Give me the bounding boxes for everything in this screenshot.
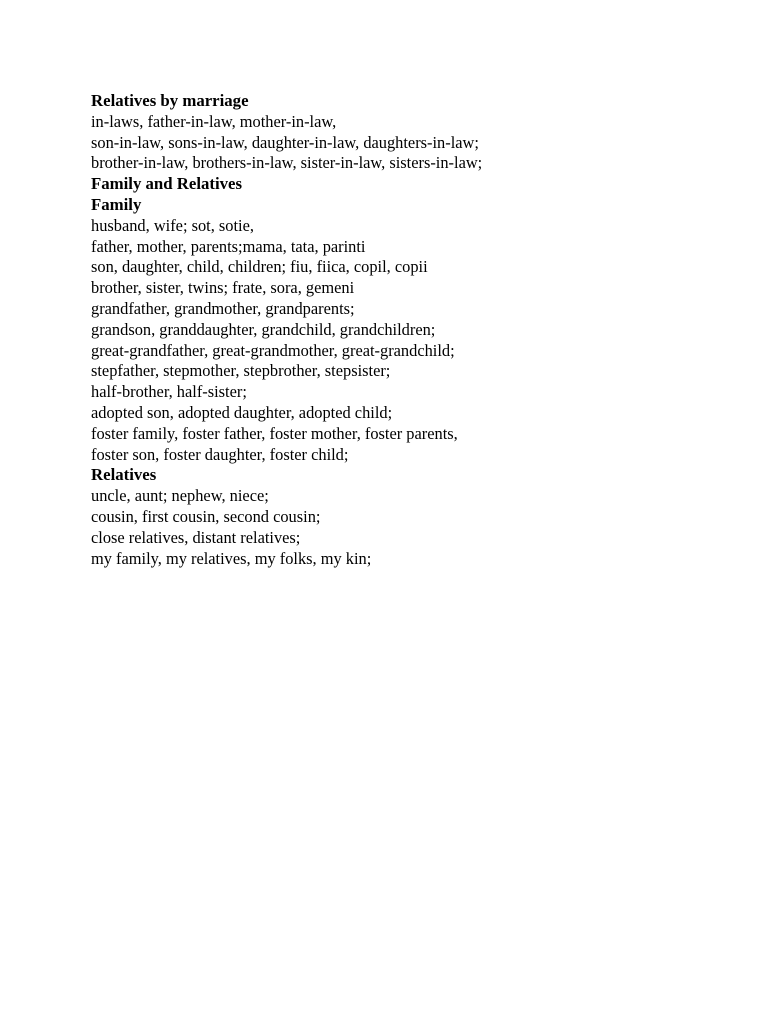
text-line: close relatives, distant relatives; — [91, 527, 301, 547]
text-line: great-grandfather, great-grandmother, great-grandchild; — [91, 340, 455, 360]
section-heading: Family and Relatives — [91, 174, 243, 194]
text-line: brother-in-law, brothers-in-law, sister-in-law, sisters-in-law; — [91, 153, 483, 173]
text-line: grandson, granddaughter, grandchild, grandchildren; — [91, 319, 436, 339]
text-line: stepfather, stepmother, stepbrother, stepsister; — [91, 361, 391, 381]
section-relatives-by-marriage — [91, 91, 731, 174]
text-line: husband, wife; sot, sotie, — [91, 215, 254, 235]
text-line: foster son, foster daughter, foster child; — [91, 444, 349, 464]
section-family — [91, 195, 731, 465]
section-heading: Relatives by marriage — [91, 91, 249, 110]
section-heading: Family — [91, 194, 142, 214]
section-relatives — [91, 465, 731, 569]
text-line: son, daughter, child, children; fiu, fiica, copil, copii — [91, 257, 428, 277]
text-line: adopted son, adopted daughter, adopted child; — [91, 402, 393, 422]
text-line: grandfather, grandmother, grandparents; — [91, 298, 355, 318]
text-line: father, mother, parents;mama, tata, parinti — [91, 236, 366, 256]
text-line: cousin, first cousin, second cousin; — [91, 506, 321, 526]
section-family-and-relatives — [91, 174, 731, 195]
text-line: brother, sister, twins; frate, sora, gemeni — [91, 278, 355, 298]
document-page — [91, 91, 731, 569]
section-heading: Relatives — [91, 465, 157, 485]
text-line: son-in-law, sons-in-law, daughter-in-law, daughters-in-law; — [91, 132, 479, 152]
text-line: foster family, foster father, foster mother, foster parents, — [91, 423, 458, 443]
text-line: my family, my relatives, my folks, my kin; — [91, 548, 372, 568]
text-line: uncle, aunt; nephew, niece; — [91, 486, 269, 506]
text-line: in-laws, father-in-law, mother-in-law, — [91, 111, 337, 131]
text-line: half-brother, half-sister; — [91, 382, 247, 402]
